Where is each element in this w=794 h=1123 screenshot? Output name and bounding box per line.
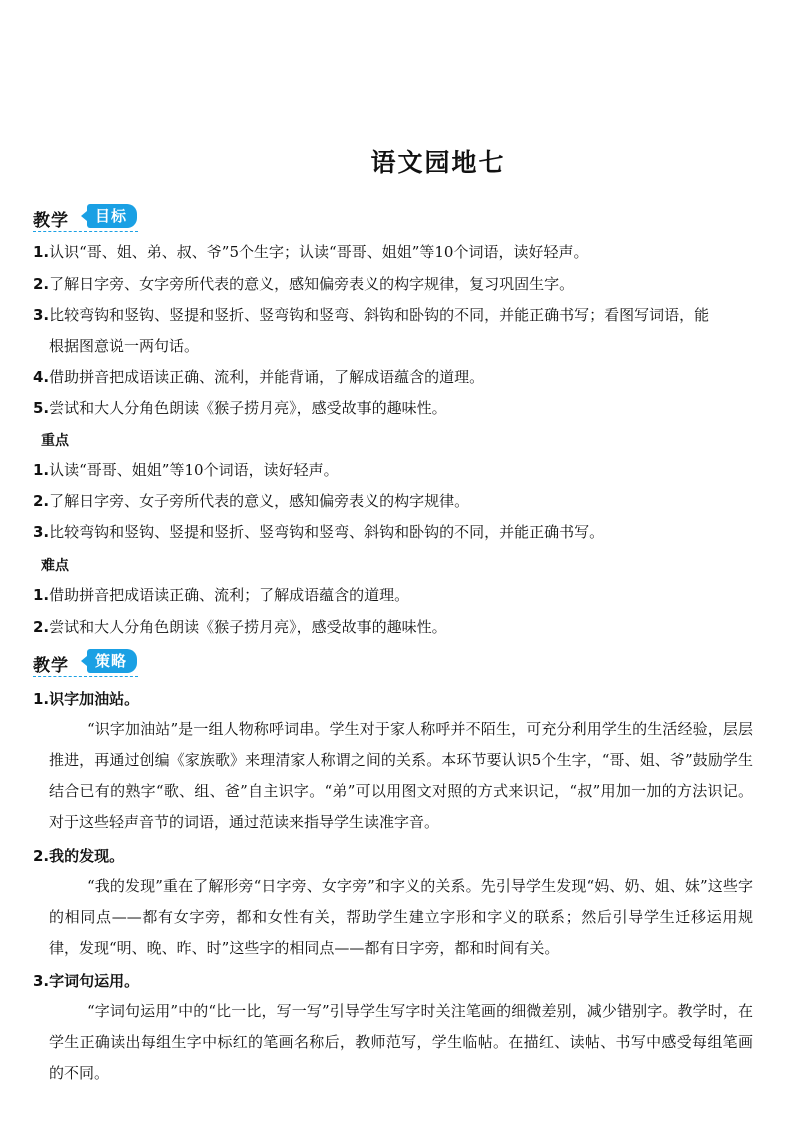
goal-item-3-continued <box>49 336 774 356</box>
goal-number: 2. <box>33 275 50 293</box>
section-lead-text: 教学 <box>33 211 69 231</box>
key-point-item-1 <box>33 460 758 480</box>
goal-number: 3. <box>33 306 50 324</box>
key-point-number: 1. <box>33 461 50 479</box>
strategy-section-header <box>33 649 753 675</box>
strategy-heading-2: 2.我的发现。 <box>33 847 125 865</box>
goals-section-header <box>33 204 753 230</box>
strategy-paragraph-1: “识字加油站”是一组人物称呼词串。学生对于家人称呼并不陌生，可充分利用学生的生活经验，层层推进，再通过创编《家族歌》来理清家人称谓之间的关系。本环节要认识5个生字，“哥、姐、爷”鼓励学生结合已有的熟字“歌、组、爸”自主识字。“弟”可以用图文对照的方式来识记，“叔”用加一加的方法识记。对于这些轻声音节的词语，通过范读来指导学生读准字音。 <box>49 720 753 831</box>
key-point-text: 认读“哥哥、姐姐”等10个词语，读好轻声。 <box>49 461 339 479</box>
goal-text: 了解日字旁、女字旁所代表的意义，感知偏旁表义的构字规律，复习巩固生字。 <box>49 275 575 293</box>
goal-number: 4. <box>33 368 50 386</box>
section-lead-text: 教学 <box>33 656 69 676</box>
goal-number: 1. <box>33 243 50 261</box>
difficult-point-item-2 <box>33 617 758 637</box>
difficult-point-text: 尝试和大人分角色朗读《猴子捞月亮》，感受故事的趣味性。 <box>49 618 447 636</box>
key-point-number: 2. <box>33 492 50 510</box>
key-point-item-3 <box>33 522 758 542</box>
page-title: 语文园地七 <box>370 148 506 177</box>
key-point-item-2 <box>33 491 758 511</box>
goal-item-1 <box>33 242 758 262</box>
goal-text: 比较弯钩和竖钩、竖提和竖折、竖弯钩和竖弯、斜钩和卧钩的不同，并能正确书写；看图写词语，能 <box>49 306 710 324</box>
goal-text: 认识“哥、姐、弟、叔、爷”5个生字；认读“哥哥、姐姐”等10个词语，读好轻声。 <box>49 243 589 261</box>
difficult-points-label: 难点 <box>41 558 69 574</box>
goal-text: 尝试和大人分角色朗读《猴子捞月亮》，感受故事的趣味性。 <box>49 399 447 417</box>
goal-item-3 <box>33 305 758 325</box>
key-points-label: 重点 <box>41 433 69 449</box>
strategy-heading-1: 1.识字加油站。 <box>33 690 140 708</box>
difficult-point-text: 借助拼音把成语读正确、流利；了解成语蕴含的道理。 <box>49 586 410 604</box>
section-tag-strategy: 策略 <box>87 649 137 673</box>
strategy-paragraph-2: “我的发现”重在了解形旁“日字旁、女字旁”和字义的关系。先引导学生发现“妈、奶、姐、妹”这些字的相同点——都有女字旁，都和女性有关，帮助学生建立字形和字义的联系；然后引导学生迁移运用规律，发现“明、晚、昨、时”这些字的相同点——都有日字旁，都和时间有关。 <box>49 877 753 957</box>
goal-item-4 <box>33 367 758 387</box>
difficult-point-number: 2. <box>33 618 50 636</box>
goal-item-2 <box>33 274 758 294</box>
difficult-point-number: 1. <box>33 586 50 604</box>
key-point-text: 了解日字旁、女子旁所代表的意义，感知偏旁表义的构字规律。 <box>49 492 470 510</box>
strategy-paragraph-3: “字词句运用”中的“比一比，写一写”引导学生写字时关注笔画的细微差别，减少错别字。教学时，在学生正确读出每组生字中标红的笔画名称后，教师范写，学生临帖。在描红、读帖、书写中感受每组笔画的不同。 <box>49 1002 753 1082</box>
goal-text-continued: 根据图意说一两句话。 <box>49 337 200 355</box>
section-tag-goals: 目标 <box>87 204 137 228</box>
section-divider <box>33 231 138 232</box>
strategy-heading-3: 3.字词句运用。 <box>33 972 140 990</box>
goal-text: 借助拼音把成语读正确、流利，并能背诵，了解成语蕴含的道理。 <box>49 368 485 386</box>
goal-number: 5. <box>33 399 50 417</box>
section-divider <box>33 676 138 677</box>
key-point-text: 比较弯钩和竖钩、竖提和竖折、竖弯钩和竖弯、斜钩和卧钩的不同，并能正确书写。 <box>49 523 605 541</box>
goal-item-5 <box>33 398 758 418</box>
difficult-point-item-1 <box>33 585 758 605</box>
key-point-number: 3. <box>33 523 50 541</box>
